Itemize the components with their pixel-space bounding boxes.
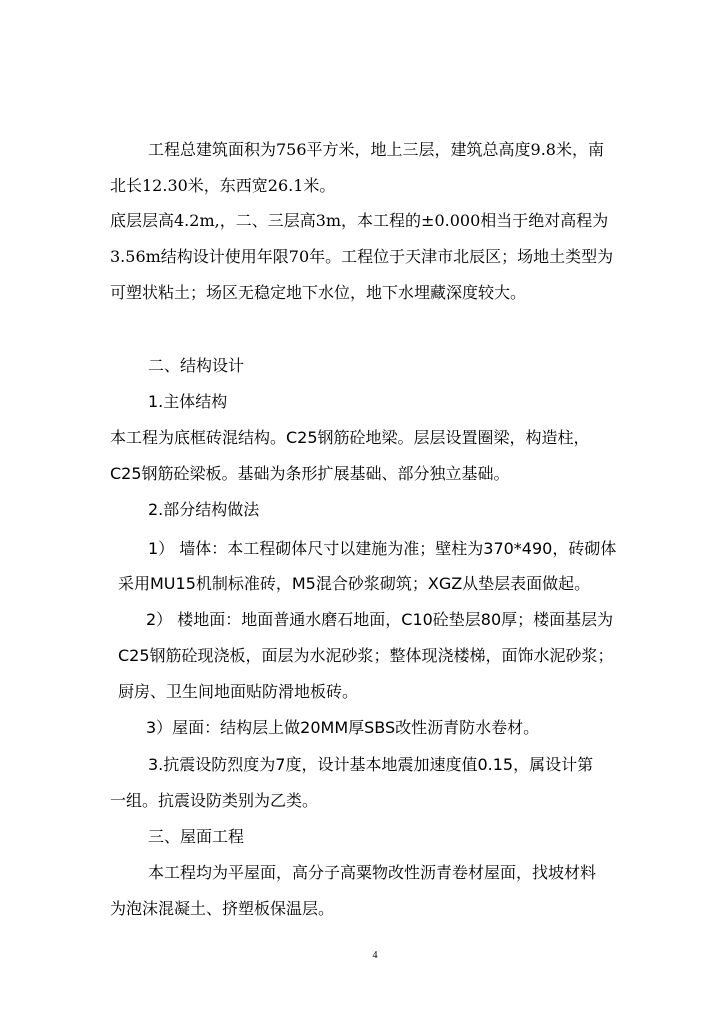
list-item-line: 厨房、卫生间地面贴防滑地板砖。 xyxy=(118,682,359,701)
list-item-line: 2） 楼地面：地面普通水磨石地面，C10砼垫层80厚；楼面基层为 xyxy=(146,610,614,629)
page-number: 4 xyxy=(372,950,378,961)
list-item-line: 采用MU15机制标准砖，M5混合砂浆砌筑；XGZ从垫层表面做起。 xyxy=(118,574,591,593)
list-item-line: 3）屋面：结构层上做20MM厚SBS改性沥青防水卷材。 xyxy=(146,718,540,737)
subsection-heading: 1.主体结构 xyxy=(148,392,228,411)
paragraph-line: 底层层高4.2m,，二、三层高3m，本工程的±0.000相当于绝对高程为 xyxy=(110,211,609,230)
paragraph-line: 本工程为底框砖混结构。C25钢筋砼地梁。层层设置圈梁，构造柱， xyxy=(110,428,590,447)
paragraph-line: 一组。抗震设防类别为乙类。 xyxy=(110,791,319,810)
list-item-line: 1） 墙体：本工程砌体尺寸以建施为准；壁柱为370*490，砖砌体 xyxy=(148,539,617,558)
paragraph-line: 可塑状粘土；场区无稳定地下水位，地下水埋藏深度较大。 xyxy=(110,283,527,302)
paragraph-line: 为泡沫混凝土、挤塑板保温层。 xyxy=(110,899,335,918)
paragraph-line: 北长12.30米，东西宽26.1米。 xyxy=(110,176,336,195)
paragraph-line: 本工程均为平屋面，高分子高粟物改性沥青卷材屋面，找坡材料 xyxy=(148,863,597,882)
section-heading: 二、结构设计 xyxy=(148,356,245,375)
paragraph-line: 3.抗震设防烈度为7度，设计基本地震加速度值0.15，属设计第 xyxy=(148,755,594,774)
paragraph-line: 3.56m结构设计使用年限70年。工程位于天津市北辰区；场地土类型为 xyxy=(110,247,614,266)
paragraph-line: 工程总建筑面积为756平方米，地上三层，建筑总高度9.8米，南 xyxy=(148,140,604,159)
section-heading: 三、屋面工程 xyxy=(148,827,245,846)
paragraph-line: C25钢筋砼梁板。基础为条形扩展基础、部分独立基础。 xyxy=(110,464,510,483)
list-item-line: C25钢筋砼现浇板，面层为水泥砂浆；整体现浇楼梯，面饰水泥砂浆； xyxy=(118,646,614,665)
subsection-heading: 2.部分结构做法 xyxy=(148,500,260,519)
